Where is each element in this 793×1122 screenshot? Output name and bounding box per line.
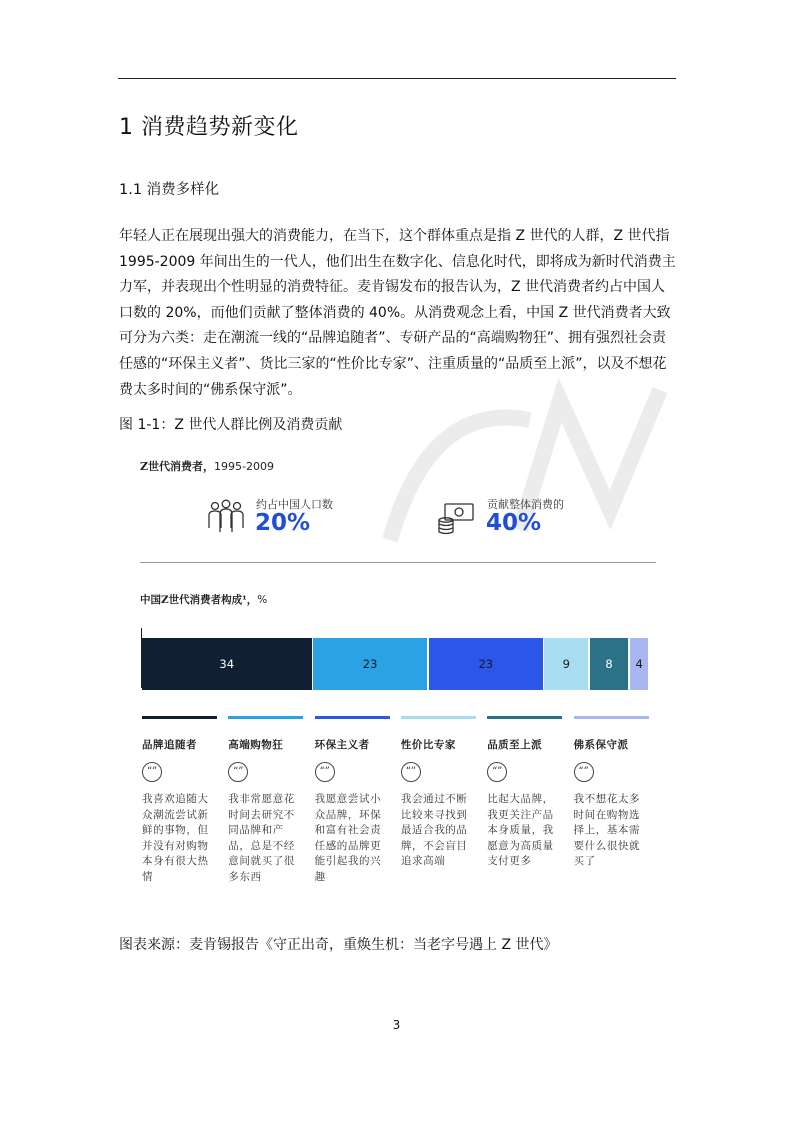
- segment-title: 高端购物狂: [228, 739, 284, 751]
- figure-caption: 图 1-1：Z 世代人群比例及消费贡献: [119, 417, 343, 433]
- composition-title: [140, 592, 267, 607]
- figure-source: 图表来源：麦肯锡报告《守正出奇，重焕生机：当老字号遇上 Z 世代》: [119, 937, 558, 953]
- body-paragraph: 年轻人正在展现出强大的消费能力，在当下，这个群体重点是指 Z 世代的人群，Z 世代指 1995-2009 年间出生的一代人，他们出生在数字化、信息化时代，即将成为新时代消费主力军，并表现出个性明显的消费特征。麦肯锡发布的报告认为，Z 世代消费者约占中国人口数的 20%，而他们贡献了整体消费的 40%。从消费观念上看，中国 Z 世代消费者大致可分为六类：走在潮流一线的“品牌追随者”、专研产品的“高端购物狂”、拥有强烈社会责任感的“环保主义者”、货比三家的“性价比专家”、注重质量的“品质至上派”，以及不想花费太多时间的“佛系保守派”。: [119, 228, 676, 398]
- bar-value-label: 23: [478, 657, 494, 671]
- bar-value-label: 8: [605, 657, 613, 671]
- money-icon: [437, 498, 477, 538]
- segment-column: [228, 716, 303, 885]
- segment-description: 我愿意尝试小众品牌，环保和富有社会责任感的品牌更能引起我的兴趣: [314, 793, 382, 883]
- figure-divider: [140, 562, 656, 563]
- consumption-stat-value: 40%: [486, 510, 542, 536]
- population-stat-value: 20%: [255, 510, 311, 536]
- composition-title-text: 中国Z世代消费者构成¹，: [140, 594, 258, 606]
- figure-header: [140, 458, 274, 474]
- subsection-heading: 1.1 消费多样化: [119, 182, 220, 198]
- people-icon: [206, 498, 246, 538]
- consumption-stat-label: 贡献整体消费的: [487, 498, 564, 511]
- bar-value-label: 9: [562, 657, 570, 671]
- segment-column: [574, 716, 649, 870]
- bar-value-label: 23: [362, 657, 378, 671]
- quote-icon: “”: [401, 762, 421, 782]
- segment-column: [487, 716, 562, 870]
- segment-column: [315, 716, 390, 885]
- segment-description: 我非常愿意花时间去研究不同品牌和产品，总是不经意间就买了很多东西: [228, 793, 295, 883]
- figure-header-years: 1995-2009: [214, 460, 274, 473]
- segment-column: [401, 716, 476, 870]
- quote-icon: “”: [315, 762, 335, 782]
- quote-icon: “”: [574, 762, 594, 782]
- bar-value-label: 34: [219, 657, 235, 671]
- segment-title: 性价比专家: [400, 739, 456, 751]
- segment-color-line: [315, 716, 390, 719]
- segment-title: 品牌追随者: [142, 739, 197, 751]
- bar-value-label: 4: [635, 657, 643, 671]
- segment-color-line: [228, 716, 303, 719]
- figure: [130, 450, 660, 915]
- page-number: 3: [392, 1018, 401, 1032]
- segment-description: 比起大品牌，我更关注产品本身质量，我愿意为高质量支付更多: [487, 793, 554, 867]
- section-heading: 1 消费趋势新变化: [119, 115, 299, 140]
- segment-color-line: [401, 716, 476, 719]
- composition-unit: %: [257, 594, 268, 606]
- figure-header-label: Z世代消费者，: [140, 460, 215, 473]
- quote-icon: “”: [487, 762, 507, 782]
- quote-icon: “”: [142, 762, 162, 782]
- population-stat-label: 约占中国人口数: [256, 498, 333, 511]
- segment-description: 我不想花太多时间在购物选择上，基本需要什么很快就买了: [573, 793, 641, 867]
- segment-column: [142, 716, 217, 885]
- header-rule: [118, 78, 676, 79]
- segment-color-line: [487, 716, 562, 719]
- segment-description: 我喜欢追随大众潮流尝试新鲜的事物，但并没有对购物本身有很大热情: [142, 793, 209, 883]
- quote-icon: “”: [228, 762, 248, 782]
- segment-title: 环保主义者: [314, 739, 370, 751]
- segment-title: 品质至上派: [487, 739, 543, 751]
- segment-color-line: [142, 716, 217, 719]
- segment-description: 我会通过不断比较来寻找到最适合我的品牌，不会盲目追求高端: [400, 793, 468, 867]
- segment-title: 佛系保守派: [573, 739, 629, 751]
- segment-color-line: [574, 716, 649, 719]
